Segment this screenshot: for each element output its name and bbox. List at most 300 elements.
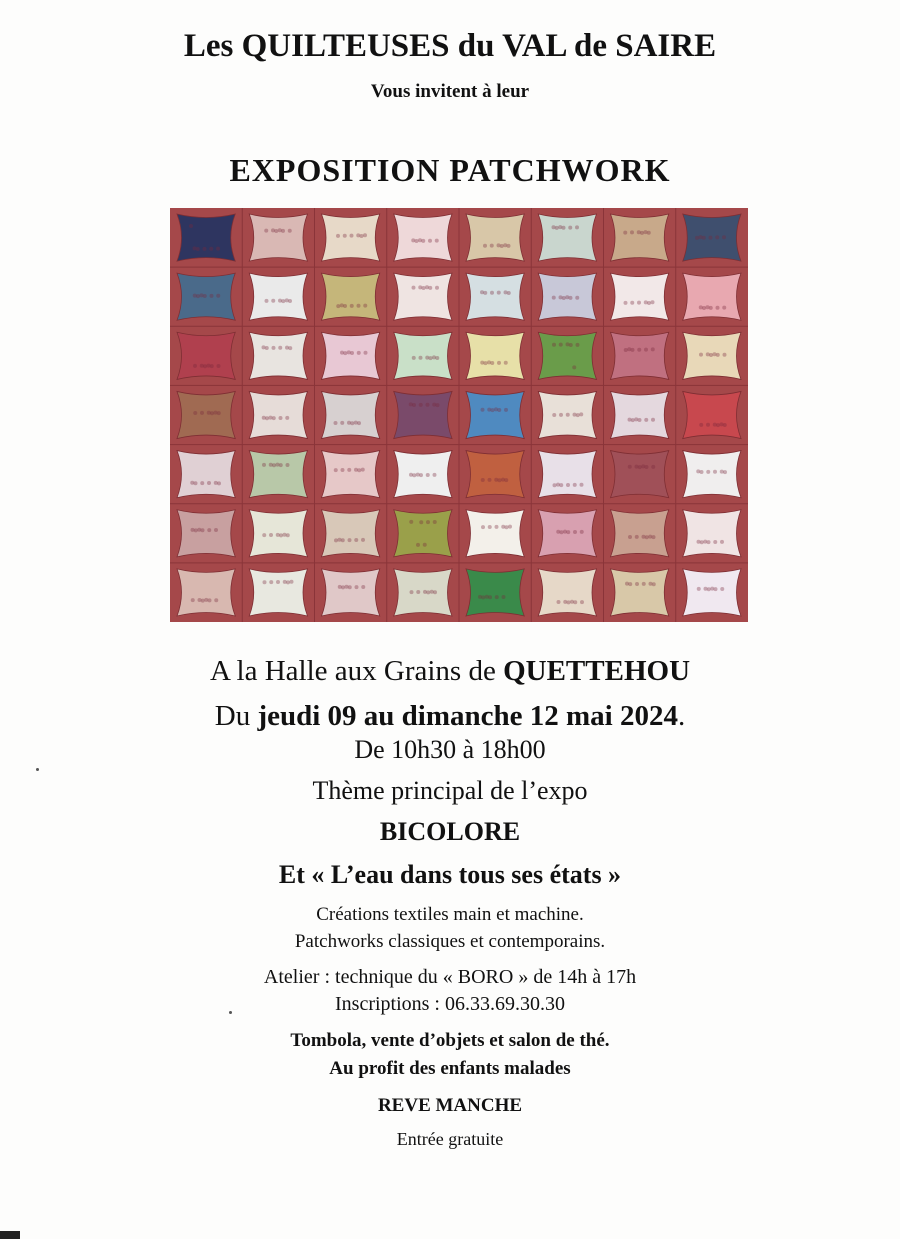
fabric-print-dot xyxy=(285,346,289,350)
fabric-print-dot xyxy=(568,226,572,230)
quilt-block xyxy=(394,451,452,498)
fabric-print-dot xyxy=(419,403,423,407)
fabric-print-dot xyxy=(264,229,268,233)
fabric-print-dot xyxy=(334,538,338,542)
fabric-print-dot xyxy=(276,463,280,467)
fabric-print-dot xyxy=(566,342,570,346)
fabric-print-dot xyxy=(409,473,413,477)
fabric-print-dot xyxy=(262,463,266,467)
quilt-block xyxy=(322,214,380,261)
fabric-print-dot xyxy=(706,423,710,427)
quilt-block xyxy=(249,214,307,261)
fabric-print-dot xyxy=(699,305,703,309)
fabric-print-dot xyxy=(720,587,724,591)
fabric-print-dot xyxy=(200,364,204,368)
fabric-print-dot xyxy=(272,346,276,350)
fabric-print-dot xyxy=(426,473,430,477)
fabric-print-dot xyxy=(262,533,266,537)
fabric-print-dot xyxy=(488,478,492,482)
fabric-print-dot xyxy=(720,422,724,426)
fabric-print-dot xyxy=(348,538,352,542)
fabric-print-dot xyxy=(637,301,641,305)
fabric-print-dot xyxy=(430,590,434,594)
fabric-print-dot xyxy=(191,528,195,532)
fabric-print-dot xyxy=(428,239,432,243)
quilt-block xyxy=(466,273,524,320)
quilt-block xyxy=(177,569,235,616)
fabric-print-dot xyxy=(566,483,570,487)
quilt-block xyxy=(322,391,380,438)
fabric-print-dot xyxy=(269,416,273,420)
fabric-print-dot xyxy=(361,585,365,589)
fabric-print-dot xyxy=(715,235,719,239)
fabric-print-dot xyxy=(340,421,344,425)
fabric-print-dot xyxy=(716,306,720,310)
fabric-print-dot xyxy=(361,538,365,542)
fabric-print-dot xyxy=(481,478,485,482)
dates-suffix: . xyxy=(677,700,686,732)
fabric-print-dot xyxy=(286,463,290,467)
fabric-print-dot xyxy=(709,236,713,240)
fabric-print-dot xyxy=(263,580,267,584)
dates-prefix: Du xyxy=(214,700,258,732)
fabric-print-dot xyxy=(573,483,577,487)
fabric-print-dot xyxy=(501,478,505,482)
quilt-block xyxy=(538,332,596,379)
fabric-print-dot xyxy=(207,481,211,485)
quilt-block xyxy=(611,332,669,379)
fabric-print-dot xyxy=(210,294,214,298)
quilt-block xyxy=(611,391,669,438)
quilt-block xyxy=(466,332,524,379)
quilt-block xyxy=(322,273,380,320)
fabric-print-dot xyxy=(642,535,646,539)
fabric-print-dot xyxy=(276,580,280,584)
fabric-print-dot xyxy=(478,595,482,599)
workshop-line: Atelier : technique du « BORO » de 14h à 17h xyxy=(263,966,637,988)
fabric-print-dot xyxy=(355,585,359,589)
fabric-print-dot xyxy=(573,530,577,534)
fabric-print-dot xyxy=(207,411,211,415)
fabric-print-dot xyxy=(416,590,420,594)
fabric-print-dot xyxy=(497,243,501,247)
fabric-print-dot xyxy=(290,580,294,584)
fabric-print-dot xyxy=(190,481,194,485)
fabric-print-dot xyxy=(357,351,361,355)
quilt-block xyxy=(322,332,380,379)
fabric-print-dot xyxy=(191,598,195,602)
fabric-print-dot xyxy=(193,246,197,250)
fabric-print-dot xyxy=(426,403,430,407)
fabric-print-dot xyxy=(556,530,560,534)
fabric-print-dot xyxy=(356,233,360,237)
fabric-print-dot xyxy=(207,364,211,368)
fabric-print-dot xyxy=(722,235,726,239)
fabric-print-dot xyxy=(627,347,631,351)
fabric-print-dot xyxy=(340,351,344,355)
fabric-print-dot xyxy=(579,412,583,416)
fabric-print-dot xyxy=(625,582,629,586)
fabric-print-dot xyxy=(706,352,710,356)
quilt-block xyxy=(394,569,452,616)
quilt-block xyxy=(394,273,452,320)
fabric-print-dot xyxy=(343,234,347,238)
fabric-print-dot xyxy=(279,416,283,420)
fabric-print-dot xyxy=(508,525,512,529)
fabric-print-dot xyxy=(481,525,485,529)
fabric-print-dot xyxy=(559,413,563,417)
fabric-print-dot xyxy=(334,421,338,425)
fabric-print-dot xyxy=(573,413,577,417)
fabric-print-dot xyxy=(285,298,289,302)
fabric-print-dot xyxy=(624,348,628,352)
theme-label: Thème principal de l’expo xyxy=(312,776,588,805)
fabric-print-dot xyxy=(262,416,266,420)
fabric-print-dot xyxy=(480,361,484,365)
fabric-print-dot xyxy=(648,535,652,539)
fabric-print-dot xyxy=(495,525,499,529)
fabric-print-dot xyxy=(409,520,413,524)
fabric-print-dot xyxy=(426,520,430,524)
fabric-print-dot xyxy=(278,346,282,350)
quilt-block xyxy=(538,214,596,261)
fabric-print-dot xyxy=(699,235,703,239)
fabric-print-dot xyxy=(198,598,202,602)
fabric-print-dot xyxy=(494,478,498,482)
fabric-print-dot xyxy=(416,543,420,547)
fabric-print-dot xyxy=(488,525,492,529)
fabric-print-dot xyxy=(644,230,648,234)
fabric-print-dot xyxy=(697,587,701,591)
fabric-print-dot xyxy=(418,238,422,242)
fabric-print-dot xyxy=(635,465,639,469)
fabric-print-dot xyxy=(723,353,727,357)
fabric-print-dot xyxy=(214,598,218,602)
fabric-print-dot xyxy=(563,530,567,534)
fabric-print-dot xyxy=(345,585,349,589)
fabric-print-dot xyxy=(341,468,345,472)
fabric-print-dot xyxy=(504,290,508,294)
entry-info: Entrée gratuite xyxy=(396,1129,504,1149)
invitation-line: Vous invitent à leur xyxy=(370,81,530,102)
quilt-block xyxy=(322,569,380,616)
fabric-print-dot xyxy=(269,463,273,467)
fabric-print-dot xyxy=(722,306,726,310)
creations-line-1: Créations textiles main et machine. xyxy=(316,904,584,925)
beneficiary-line: Au profit des enfants malades xyxy=(329,1058,571,1079)
fabric-print-dot xyxy=(565,295,569,299)
fabric-print-dot xyxy=(575,296,579,300)
quilt-block xyxy=(466,569,524,616)
fabric-print-dot xyxy=(699,353,703,357)
fabric-print-dot xyxy=(338,538,342,542)
quilt-block xyxy=(611,569,669,616)
fabric-print-dot xyxy=(706,305,710,309)
fabric-print-dot xyxy=(502,595,506,599)
quilt-block xyxy=(683,510,741,557)
quilt-photo xyxy=(170,208,748,622)
fabric-print-dot xyxy=(720,470,724,474)
fabric-print-dot xyxy=(203,247,207,251)
fabric-print-dot xyxy=(354,538,358,542)
quilt-illustration xyxy=(170,208,748,622)
fabric-print-dot xyxy=(278,299,282,303)
fabric-print-dot xyxy=(425,285,429,289)
fabric-print-dot xyxy=(214,528,218,532)
fabric-print-dot xyxy=(649,582,653,586)
fabric-print-dot xyxy=(350,304,354,308)
fabric-print-dot xyxy=(580,600,584,604)
fabric-print-dot xyxy=(204,598,208,602)
quilt-block xyxy=(249,569,307,616)
venue-line xyxy=(0,657,900,686)
fabric-print-dot xyxy=(283,533,287,537)
fabric-print-dot xyxy=(651,418,655,422)
scan-speck xyxy=(36,768,39,771)
quilt-block xyxy=(466,391,524,438)
fabric-print-dot xyxy=(363,233,367,237)
fabric-print-dot xyxy=(193,294,197,298)
fabric-print-dot xyxy=(278,228,282,232)
quilt-block xyxy=(611,510,669,557)
fabric-print-dot xyxy=(710,587,714,591)
fabric-print-dot xyxy=(276,533,280,537)
fabric-print-dot xyxy=(418,285,422,289)
fabric-print-dot xyxy=(720,540,724,544)
quilt-block xyxy=(466,510,524,557)
fabric-print-dot xyxy=(552,413,556,417)
fabric-print-dot xyxy=(216,247,220,251)
fabric-print-dot xyxy=(433,473,437,477)
quilt-block xyxy=(394,391,452,438)
opening-hours: De 10h30 à 18h00 xyxy=(354,735,546,764)
fabric-print-dot xyxy=(338,585,342,589)
fabric-print-dot xyxy=(193,411,197,415)
fabric-print-dot xyxy=(641,464,645,468)
quilt-block xyxy=(683,451,741,498)
fabric-print-dot xyxy=(283,580,287,584)
venue-prefix: A la Halle aux Grains de xyxy=(209,655,504,687)
fabric-print-dot xyxy=(271,299,275,303)
fabric-print-dot xyxy=(576,343,580,347)
fabric-print-dot xyxy=(552,225,556,229)
fabric-print-dot xyxy=(412,286,416,290)
fabric-print-dot xyxy=(580,530,584,534)
fabric-print-dot xyxy=(364,351,368,355)
fabric-print-dot xyxy=(214,411,218,415)
fabric-print-dot xyxy=(336,234,340,238)
fabric-print-dot xyxy=(575,225,579,229)
fabric-print-dot xyxy=(651,300,655,304)
fabric-print-dot xyxy=(354,468,358,472)
fabric-print-dot xyxy=(644,300,648,304)
fabric-print-dot xyxy=(635,535,639,539)
fabric-print-dot xyxy=(637,230,641,234)
fabric-print-dot xyxy=(628,535,632,539)
fabric-print-dot xyxy=(572,365,576,369)
fabric-print-dot xyxy=(494,407,498,411)
quilt-block xyxy=(177,391,235,438)
fabric-print-dot xyxy=(490,291,494,295)
fabric-print-dot xyxy=(630,230,634,234)
quilt-block xyxy=(466,214,524,261)
fabric-print-dot xyxy=(425,356,429,360)
fabric-print-dot xyxy=(487,360,491,364)
fabric-print-dot xyxy=(628,465,632,469)
fabric-print-dot xyxy=(570,600,574,604)
quilt-block xyxy=(683,569,741,616)
fabric-print-dot xyxy=(563,600,567,604)
fabric-print-dot xyxy=(217,364,221,368)
fabric-print-dot xyxy=(200,481,204,485)
theme-main: BICOLORE xyxy=(379,817,521,846)
quilt-block xyxy=(322,510,380,557)
fabric-print-dot xyxy=(634,417,638,421)
fabric-print-dot xyxy=(630,301,634,305)
event-title: EXPOSITION PATCHWORK xyxy=(229,152,671,188)
fabric-print-dot xyxy=(713,540,717,544)
fabric-print-dot xyxy=(624,301,628,305)
fabric-print-dot xyxy=(553,483,557,487)
fabric-print-dot xyxy=(262,345,266,349)
quilt-block xyxy=(394,214,452,261)
quilt-block xyxy=(611,273,669,320)
fabric-print-dot xyxy=(480,290,484,294)
organizer-name: Les QUILTEUSES du VAL de SAIRE xyxy=(183,28,717,64)
fabric-print-dot xyxy=(703,540,707,544)
fabric-print-dot xyxy=(559,343,563,347)
fabric-print-dot xyxy=(651,347,655,351)
fabric-print-dot xyxy=(644,348,648,352)
fabric-print-dot xyxy=(411,238,415,242)
fabric-print-dot xyxy=(704,587,708,591)
fabric-print-dot xyxy=(566,413,570,417)
fabric-print-dot xyxy=(485,595,489,599)
fabric-print-dot xyxy=(197,528,201,532)
fabric-print-dot xyxy=(361,468,365,472)
quilt-block xyxy=(466,451,524,498)
fabric-print-dot xyxy=(695,236,699,240)
fabric-print-dot xyxy=(699,423,703,427)
fabric-print-dot xyxy=(713,352,717,356)
fabric-print-dot xyxy=(495,595,499,599)
fabric-print-dot xyxy=(200,411,204,415)
quilt-block xyxy=(611,214,669,261)
fabric-print-dot xyxy=(481,408,485,412)
dates-range: jeudi 09 au dimanche 12 mai 2024 xyxy=(257,700,678,732)
fabric-print-dot xyxy=(559,295,563,299)
fabric-print-dot xyxy=(432,403,436,407)
fabric-print-dot xyxy=(357,304,361,308)
quilt-block xyxy=(394,510,452,557)
fabric-print-dot xyxy=(706,470,710,474)
fabric-print-dot xyxy=(214,481,218,485)
fabric-print-dot xyxy=(644,418,648,422)
quilt-block xyxy=(177,510,235,557)
fabric-print-dot xyxy=(423,590,427,594)
fabric-print-dot xyxy=(271,228,275,232)
fabric-print-dot xyxy=(623,231,627,235)
fabric-print-dot xyxy=(347,468,351,472)
fabric-print-dot xyxy=(285,416,289,420)
fabric-print-dot xyxy=(556,483,560,487)
quilt-block xyxy=(249,332,307,379)
fabric-print-dot xyxy=(416,473,420,477)
fabric-print-dot xyxy=(504,408,508,412)
fabric-print-dot xyxy=(409,402,413,406)
fabric-print-dot xyxy=(433,520,437,524)
quilt-block xyxy=(538,569,596,616)
fabric-print-dot xyxy=(651,465,655,469)
quilt-block xyxy=(322,451,380,498)
fabric-print-dot xyxy=(363,304,367,308)
fabric-print-dot xyxy=(432,355,436,359)
fabric-print-dot xyxy=(435,286,439,290)
scan-speck xyxy=(229,1011,232,1014)
quilt-block xyxy=(177,332,235,379)
fabric-print-dot xyxy=(713,470,717,474)
scan-edge-mark xyxy=(0,1231,20,1239)
fabric-print-dot xyxy=(637,348,641,352)
fabric-print-dot xyxy=(207,528,211,532)
fabric-print-dot xyxy=(642,582,646,586)
quilt-block xyxy=(683,391,741,438)
fabric-print-dot xyxy=(487,408,491,412)
creations-line-2: Patchworks classiques et contemporains. xyxy=(294,931,606,952)
fabric-print-dot xyxy=(697,540,701,544)
fabric-print-dot xyxy=(200,293,204,297)
quilt-block xyxy=(249,451,307,498)
fabric-print-dot xyxy=(419,356,423,360)
tombola-line: Tombola, vente d’objets et salon de thé. xyxy=(290,1030,610,1051)
fabric-print-dot xyxy=(189,224,193,228)
fabric-print-dot xyxy=(288,229,292,233)
association-name: REVE MANCHE xyxy=(377,1095,523,1116)
fabric-print-dot xyxy=(483,244,487,248)
fabric-print-dot xyxy=(504,361,508,365)
quilt-block xyxy=(177,214,235,261)
fabric-print-dot xyxy=(628,418,632,422)
fabric-print-dot xyxy=(558,225,562,229)
quilt-block xyxy=(394,332,452,379)
fabric-print-dot xyxy=(193,364,197,368)
fabric-print-dot xyxy=(209,247,213,251)
fabric-print-dot xyxy=(713,423,717,427)
fabric-print-dot xyxy=(503,243,507,247)
fabric-print-dot xyxy=(635,582,639,586)
fabric-print-dot xyxy=(580,483,584,487)
fabric-print-dot xyxy=(497,291,501,295)
fabric-print-dot xyxy=(265,299,269,303)
fabric-print-dot xyxy=(435,239,439,243)
fabric-print-dot xyxy=(419,520,423,524)
fabric-print-dot xyxy=(334,468,338,472)
fabric-print-dot xyxy=(350,234,354,238)
fabric-print-dot xyxy=(412,356,416,360)
quilt-block xyxy=(249,273,307,320)
fabric-print-dot xyxy=(552,296,556,300)
fabric-print-dot xyxy=(552,343,556,347)
fabric-print-dot xyxy=(354,421,358,425)
quilt-block xyxy=(538,451,596,498)
registration-phone: Inscriptions : 06.33.69.30.30 xyxy=(335,993,565,1015)
quilt-block xyxy=(177,451,235,498)
fabric-print-dot xyxy=(423,543,427,547)
fabric-print-dot xyxy=(497,361,501,365)
quilt-block xyxy=(611,451,669,498)
dates-line xyxy=(0,702,900,731)
fabric-print-dot xyxy=(269,580,273,584)
